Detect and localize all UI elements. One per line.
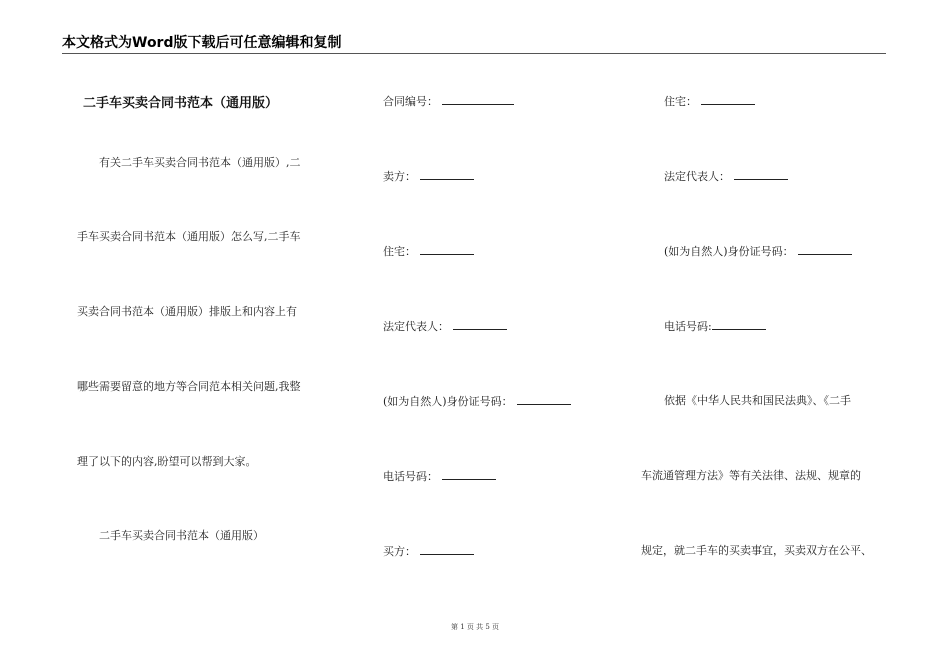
seller-phone-blank — [442, 469, 496, 480]
intro-line: 有关二手车买卖合同书范本（通用版）,二 — [99, 156, 301, 169]
buyer-address-label: 住宅： — [664, 95, 697, 108]
seller-representative-field — [383, 319, 507, 334]
buyer-representative-blank — [734, 169, 788, 180]
preamble-line: 车流通管理方法》等有关法律、法规、规章的 — [641, 469, 861, 482]
buyer-id-blank — [798, 244, 852, 255]
buyer-id-label: (如为自然人)身份证号码： — [664, 245, 794, 258]
intro-line: 理了以下的内容,盼望可以帮到大家。 — [77, 455, 257, 468]
buyer-phone-field — [664, 319, 766, 334]
document-header: 本文格式为Word版下载后可任意编辑和复制 — [62, 35, 342, 51]
preamble-line: 规定，就二手车的买卖事宜，买卖双方在公平、 — [641, 544, 872, 557]
seller-phone-field — [383, 469, 496, 484]
buyer-phone-label: 电话号码: — [664, 320, 712, 333]
intro-line: 买卖合同书范本（通用版）排版上和内容上有 — [77, 305, 297, 318]
seller-id-label: (如为自然人)身份证号码： — [383, 395, 513, 408]
buyer-id-field — [664, 244, 852, 259]
seller-label: 卖方： — [383, 170, 416, 183]
contract-number-label: 合同编号： — [383, 95, 438, 108]
page-number: 第 1 页 共 5 页 — [450, 623, 500, 631]
seller-id-blank — [517, 394, 571, 405]
buyer-label: 买方： — [383, 545, 416, 558]
section-heading: 二手车买卖合同书范本（通用版） — [99, 529, 264, 542]
buyer-representative-field — [664, 169, 788, 184]
seller-blank — [420, 169, 474, 180]
buyer-phone-blank — [712, 319, 766, 330]
seller-address-label: 住宅： — [383, 245, 416, 258]
contract-number-field — [383, 94, 514, 109]
seller-representative-label: 法定代表人： — [383, 320, 449, 333]
contract-number-blank — [442, 94, 514, 105]
document-title: 二手车买卖合同书范本（通用版） — [83, 96, 279, 111]
preamble-line: 依据《中华人民共和国民法典》、《二手 — [664, 394, 851, 407]
buyer-field — [383, 544, 474, 559]
buyer-blank — [420, 544, 474, 555]
seller-id-field — [383, 394, 571, 409]
header-rule — [62, 53, 886, 54]
intro-line: 哪些需要留意的地方等合同范本相关问题,我整 — [77, 380, 301, 393]
seller-address-blank — [420, 244, 474, 255]
buyer-representative-label: 法定代表人： — [664, 170, 730, 183]
buyer-address-field — [664, 94, 755, 109]
seller-field — [383, 169, 474, 184]
seller-address-field — [383, 244, 474, 259]
seller-representative-blank — [453, 319, 507, 330]
seller-phone-label: 电话号码： — [383, 470, 438, 483]
intro-line: 手车买卖合同书范本（通用版）怎么写,二手车 — [77, 230, 301, 243]
buyer-address-blank — [701, 94, 755, 105]
